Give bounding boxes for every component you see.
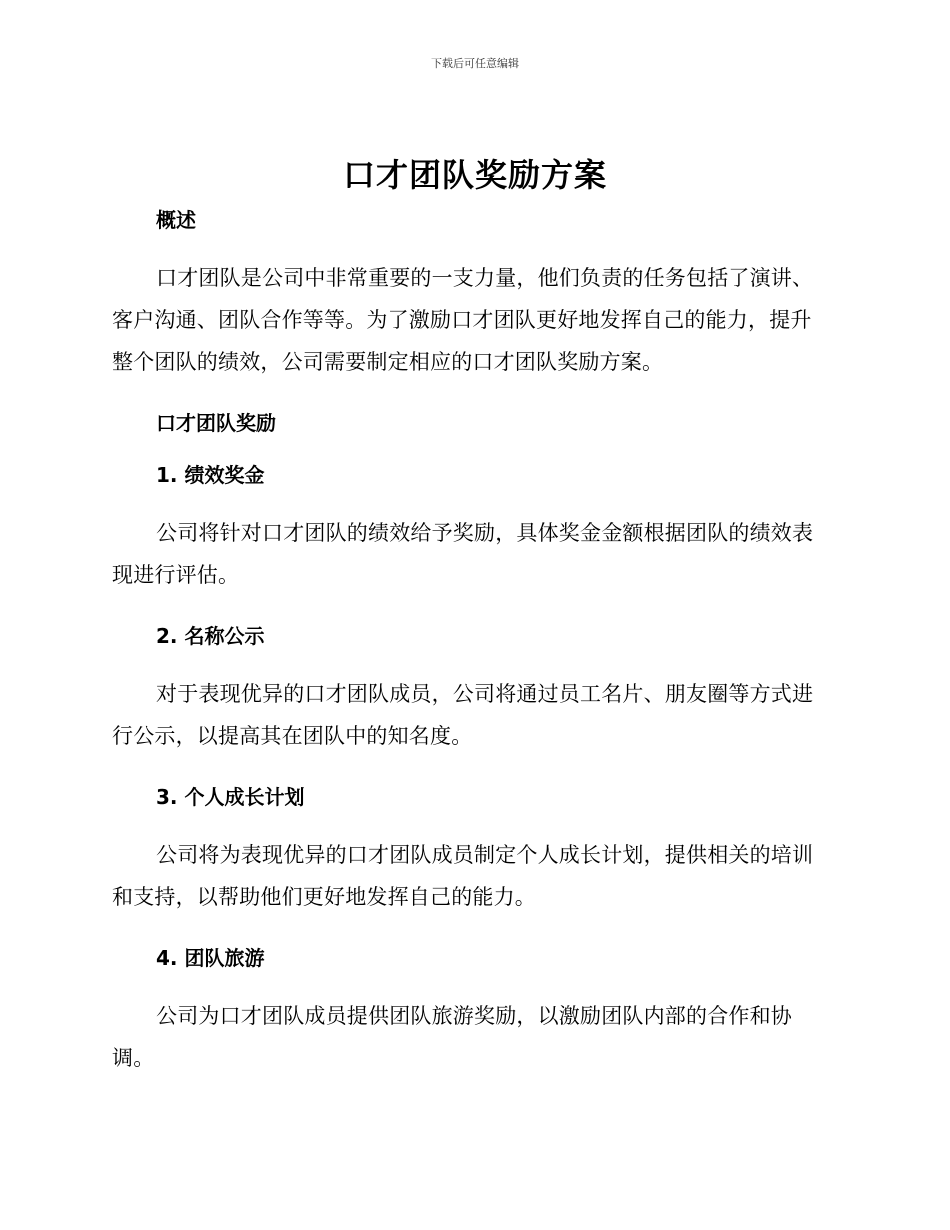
section-performance-bonus [112,460,832,621]
document-title: 口才团队奖励方案 [342,156,607,194]
section-paragraph: 公司为口才团队成员提供团队旅游奖励，以激励团队内部的合作和协调。 [112,1004,792,1070]
section-heading: 3. 个人成长计划 [156,785,305,809]
section-name-announcement [112,621,832,782]
section-heading: 概述 [156,208,196,232]
section-overview [112,205,832,408]
section-heading: 2. 名称公示 [156,624,265,648]
section-heading: 1. 绩效奖金 [156,463,265,487]
section-heading: 口才团队奖励 [156,411,276,435]
section-heading: 4. 团队旅游 [156,946,265,970]
section-team-travel [112,943,832,1079]
section-rewards [112,408,832,460]
section-growth-plan [112,782,832,943]
section-paragraph: 对于表现优异的口才团队成员，公司将通过员工名片、朋友圈等方式进行公示，以提高其在团队中的知名度。 [112,682,814,748]
section-paragraph: 口才团队是公司中非常重要的一支力量，他们负责的任务包括了演讲、客户沟通、团队合作等等。为了激励口才团队更好地发挥自己的能力，提升整个团队的绩效，公司需要制定相应的口才团队奖励方案。 [112,266,814,374]
section-paragraph: 公司将为表现优异的口才团队成员制定个人成长计划，提供相关的培训和支持，以帮助他们更好地发挥自己的能力。 [112,843,814,909]
document-body [112,205,832,1079]
section-paragraph: 公司将针对口才团队的绩效给予奖励，具体奖金金额根据团队的绩效表现进行评估。 [112,521,814,587]
header-note: 下载后可任意编辑 [431,57,519,70]
